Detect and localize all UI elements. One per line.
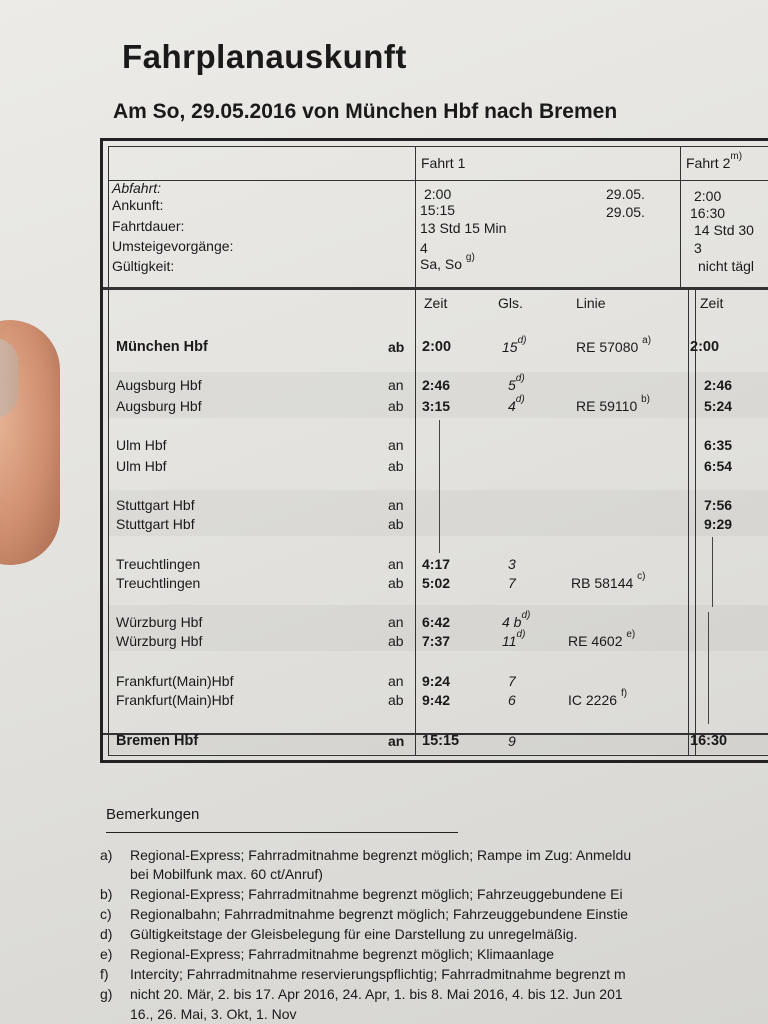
remark-item [100,1006,297,1022]
fahrt1-abfahrt-date: 29.05. [606,186,645,202]
an-ab-marker: ab [388,398,404,414]
station-name: Würzburg Hbf [116,633,203,649]
an-ab-marker: ab [388,575,404,591]
remark-item [100,946,554,962]
col-linie: Linie [576,295,606,311]
platform: 7 [508,575,516,591]
remark-key: g) [100,986,113,1002]
remark-key: b) [100,886,113,902]
an-ab-marker: ab [388,692,404,708]
remark-key: a) [100,847,113,863]
train-line: IC 2226 $^{f)}$ [568,688,628,708]
platform: 4$^{d)}$ [508,394,525,414]
station-name: Ulm Hbf [116,437,167,453]
train-line-note: f) [620,688,628,699]
fahrt1-time: 2:46 [422,377,451,393]
train-line-note: c) [637,571,646,582]
station-name: Augsburg Hbf [116,377,202,393]
an-ab-marker: an [388,614,404,630]
fahrt1-time: 15:15 [422,733,460,749]
station-name: München Hbf [116,339,208,355]
an-ab-marker: an [388,437,404,453]
label-umsteigevorgaenge: Umsteigevorgänge: [112,238,234,254]
station-name: Stuttgart Hbf [116,516,195,532]
fahrt1-time: 6:42 [422,614,451,630]
platform-note: d) [515,394,525,405]
train-line-note: a) [642,335,652,346]
fahrt2-abfahrt: 2:00 [694,188,722,204]
remark-text: Gültigkeitstage der Gleisbelegung für eine Darstellung zu unregelmäßig. [130,926,578,942]
platform-note: d) [521,610,531,621]
remark-text: Regionalbahn; Fahrradmitnahme begrenzt möglich; Fahrzeuggebundene Einstie [130,906,629,922]
platform-note: d) [515,373,525,384]
remark-text: Regional-Express; Fahrradmitnahme begrenzt möglich; Rampe im Zug: Anmeldu [130,847,632,863]
col-gleis: Gls. [498,295,523,311]
col-zeit: Zeit [424,295,448,311]
an-ab-marker: ab [388,633,404,649]
remarks-heading: Bemerkungen [106,806,200,823]
fahrt2-dauer: 14 Std 30 [694,222,754,238]
remark-item [100,926,577,942]
platform: 6 [508,692,516,708]
fahrt2-time: 9:29 [704,516,733,532]
station-name: Treuchtlingen [116,556,201,572]
an-ab-marker: an [388,556,404,572]
platform-note: d) [517,335,527,346]
platform: 9 [508,733,516,749]
station-name: Stuttgart Hbf [116,497,195,513]
station-name: Augsburg Hbf [116,398,202,414]
fahrt1-time: 5:02 [422,575,451,591]
fahrt2-time: 16:30 [690,733,728,749]
platform: 4 $b^{d)}$ [502,610,531,630]
platform: 15$^{d)}$ [502,335,527,355]
fahrt1-gueltigkeit: Sa, So $^{g)}$ [420,252,475,272]
fahrt2-time: 6:54 [704,458,733,474]
fahrt1-time: 4:17 [422,556,451,572]
fahrt2-time: 5:24 [704,398,733,414]
fahrt2-gueltigkeit: nicht tägl [698,258,755,274]
fahrt2-ankunft: 16:30 [690,205,726,221]
station-name: Frankfurt(Main)Hbf [116,673,234,689]
train-line: RE 57080 $^{a)}$ [576,335,652,355]
platform: 11$^{d)}$ [502,629,526,649]
station-name: Frankfurt(Main)Hbf [116,692,234,708]
fahrt2-umstiege: 3 [694,240,702,256]
label-ankunft: Ankunft: [112,197,164,213]
fahrt1-dauer: 13 Std 15 Min [420,220,507,236]
remark-item [100,986,623,1002]
page-title: Fahrplanauskunft [122,38,407,75]
platform: 7 [508,673,516,689]
label-abfahrt: Abfahrt: [112,180,162,196]
fahrt1-time: 9:24 [422,673,451,689]
fahrt2-header: Fahrt 2$^{m)}$ [686,151,743,171]
train-line: RB 58144 $^{c)}$ [571,571,646,591]
an-ab-marker: ab [388,339,405,355]
page-subtitle: Am So, 29.05.2016 von München Hbf nach Bremen [113,100,618,123]
fahrt1-time: 3:15 [422,398,451,414]
train-line-note: b) [641,394,651,405]
label-fahrtdauer: Fahrtdauer: [112,218,185,234]
fahrt1-abfahrt: 2:00 [424,186,452,202]
remark-text: nicht 20. Mär, 2. bis 17. Apr 2016, 24. Apr, 1. bis 8. Mai 2016, 4. bis 12. Jun 201 [130,986,623,1002]
fahrt1-header: Fahrt 1 [421,155,466,171]
station-name: Würzburg Hbf [116,614,203,630]
train-line-note: e) [626,629,636,640]
train-line: RE 4602 $^{e)}$ [568,629,636,649]
fahrt1-time: 7:37 [422,633,451,649]
an-ab-marker: ab [388,458,404,474]
fahrt1-ankunft-date: 29.05. [606,204,645,220]
fahrt1-time: 2:00 [422,339,452,355]
remark-key: d) [100,926,113,942]
fahrt2-time: 6:35 [704,437,733,453]
fahrt1-umstiege: 4 [420,240,428,256]
remark-text: Regional-Express; Fahrradmitnahme begrenzt möglich; Fahrzeuggebundene Ei [130,886,623,902]
station-name: Treuchtlingen [116,575,201,591]
platform: 3 [508,556,516,572]
remark-item [100,906,628,922]
platform: 5$^{d)}$ [508,373,525,393]
remark-item [100,966,626,982]
label-gueltigkeit: Gültigkeit: [112,258,175,274]
fahrt1-time: 9:42 [422,692,451,708]
remark-key: e) [100,946,113,962]
remark-item [100,847,631,863]
remark-text: Regional-Express; Fahrradmitnahme begrenzt möglich; Klimaanlage [130,946,555,962]
remark-text: bei Mobilfunk max. 60 ct/Anruf) [130,866,323,882]
an-ab-marker: an [388,377,404,393]
remark-item [100,886,623,902]
an-ab-marker: an [388,497,404,513]
remark-key: c) [100,906,112,922]
fahrt1-ankunft: 15:15 [420,202,456,218]
remark-item [100,866,323,882]
station-name: Bremen Hbf [116,733,199,749]
an-ab-marker: an [388,733,405,749]
platform-note: d) [516,629,526,640]
an-ab-marker: an [388,673,404,689]
train-line: RE 59110 $^{b)}$ [576,394,651,414]
an-ab-marker: ab [388,516,404,532]
col-zeit-fahrt2: Zeit [700,295,724,311]
remark-text: Intercity; Fahrradmitnahme reservierungspflichtig; Fahrradmitnahme begrenzt m [130,966,626,982]
remark-key: f) [100,966,109,982]
fahrt2-time: 2:46 [704,377,733,393]
fahrt2-time: 2:00 [690,339,720,355]
remark-text: 16., 26. Mai, 3. Okt, 1. Nov [130,1006,297,1022]
station-name: Ulm Hbf [116,458,167,474]
fahrt2-time: 7:56 [704,497,733,513]
